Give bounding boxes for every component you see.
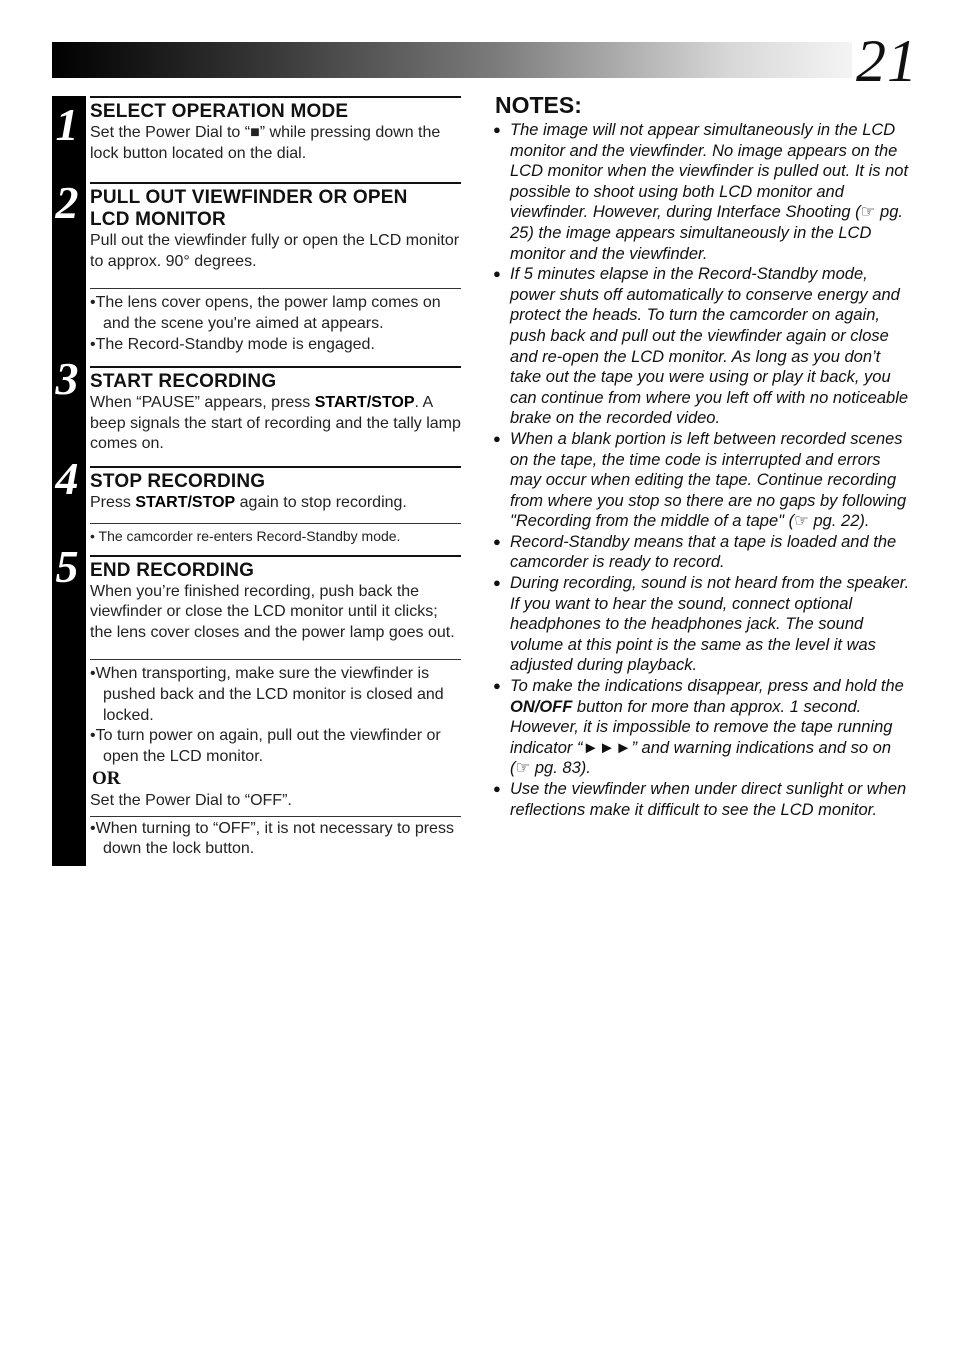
step-1 xyxy=(90,96,461,164)
bullet-dot-icon: ● xyxy=(493,781,501,796)
list-item: •To turn power on again, pull out the viewfinder or open the LCD monitor. xyxy=(90,727,441,765)
page-number: 21 xyxy=(856,28,918,94)
bullet-dot-icon: ● xyxy=(493,430,501,446)
bullet-dot-icon: ● xyxy=(493,266,501,282)
step-2-notes xyxy=(90,288,461,355)
step-title: STOP RECORDING xyxy=(90,470,266,492)
list-item: •When turning to “OFF”, it is not necessary to press down the lock button. xyxy=(90,819,454,858)
list-item: •The lens cover opens, the power lamp comes on and the scene you're aimed at appears. xyxy=(90,294,441,332)
mode-square-icon: ■ xyxy=(250,124,260,141)
note-item: ● Record-Standby means that a tape is loaded and the camcorder is ready to record. xyxy=(493,532,897,572)
note-item: ● To make the indications disappear, press and hold the ON/OFF button for more than approx. 1 second. However, it is impossible to remove the tape running indicator “►►►” and warning indications and so on (☞ pg. 83). xyxy=(493,677,904,778)
step-number-4: 4 xyxy=(55,453,79,504)
step-text: When you’re finished recording, push back the viewfinder or close the LCD monitor until it clicks; the lens cover closes and the power lamp goes out. xyxy=(90,582,455,641)
step-number-1: 1 xyxy=(55,99,79,150)
notes-column xyxy=(492,90,912,820)
step-number-5: 5 xyxy=(55,541,79,592)
step-text: Set the Power Dial to “■” while pressing down the lock button located on the dial. xyxy=(90,124,441,162)
step-title: SELECT OPERATION MODE xyxy=(90,101,349,122)
or-text: Set the Power Dial to “OFF”. xyxy=(90,792,292,810)
page-reference-icon: ☞ xyxy=(515,759,531,778)
note-item: ● Use the viewfinder when under direct sunlight or when reflections make it difficult to see the LCD monitor. xyxy=(493,780,907,819)
note-item: ● The image will not appear simultaneously in the LCD monitor and the viewfinder. No image appears on the LCD monitor when the viewfinder is pulled out. It is not possible to shoot using both LCD monitor and viewfinder. However, during Interface Shooting (☞ pg. 25) the image appears simultaneously in the LCD monitor and the viewfinder. xyxy=(493,121,909,263)
or-notes xyxy=(90,816,461,860)
bullet-dot-icon: ● xyxy=(493,575,501,591)
step-text: Press START/STOP again to stop recording. xyxy=(90,493,407,511)
page-reference-icon: ☞ xyxy=(860,203,876,222)
step-text: When “PAUSE” appears, press START/STOP. A beep signals the start of recording and the tally lamp comes on. xyxy=(90,394,461,453)
notes-title: NOTES: xyxy=(495,92,582,118)
step-4 xyxy=(90,466,461,546)
step-3 xyxy=(90,366,461,455)
header-gradient-bar xyxy=(52,42,852,78)
notes-list xyxy=(492,120,912,820)
page-reference-icon: ☞ xyxy=(794,512,809,531)
step-2 xyxy=(90,182,461,355)
step-4-notes xyxy=(90,523,461,546)
note-item: ● When a blank portion is left between recorded scenes on the tape, the time code is interrupted and errors may occur when editing the tape. Continue recording from where you stop so there are no gaps by following "Recording from the middle of a tape" (☞ pg. 22). xyxy=(493,429,907,531)
step-5 xyxy=(90,555,461,861)
note-item: ● During recording, sound is not heard from the speaker. If you want to hear the sound, connect optional headphones to the headphones jack. The sound volume at this point is the same as the level it was adjusted during playback. xyxy=(493,574,910,675)
list-item: • The camcorder re-enters Record-Standby mode. xyxy=(90,527,401,544)
step-number-2: 2 xyxy=(55,177,79,228)
step-title: END RECORDING xyxy=(90,559,255,581)
steps-column xyxy=(90,96,461,860)
bullet-dot-icon: ● xyxy=(493,122,501,137)
bullet-dot-icon: ● xyxy=(493,678,501,694)
step-text: Pull out the viewfinder fully or open the LCD monitor to approx. 90° degrees. xyxy=(90,232,460,270)
step-5-notes xyxy=(90,659,461,812)
bullet-dot-icon: ● xyxy=(493,533,501,549)
or-label: OR xyxy=(92,768,121,790)
step-number-3: 3 xyxy=(55,353,79,404)
step-title: PULL OUT VIEWFINDER OR OPEN LCD MONITOR xyxy=(90,187,408,231)
note-item: ● If 5 minutes elapse in the Record-Standby mode, power shuts off automatically to conserve energy and protect the heads. To turn the camcorder on again, push back and pull out the viewfinder again or close and re-open the LCD monitor. As long as you don’t take out the tape you were using or play it back, you can continue from where you left off with no noticeable brake on the recorded video. xyxy=(493,265,909,428)
step-title: START RECORDING xyxy=(90,371,277,393)
list-item: •The Record-Standby mode is engaged. xyxy=(90,335,375,353)
list-item: •When transporting, make sure the viewfinder is pushed back and the LCD monitor is closed and locked. xyxy=(90,665,444,724)
